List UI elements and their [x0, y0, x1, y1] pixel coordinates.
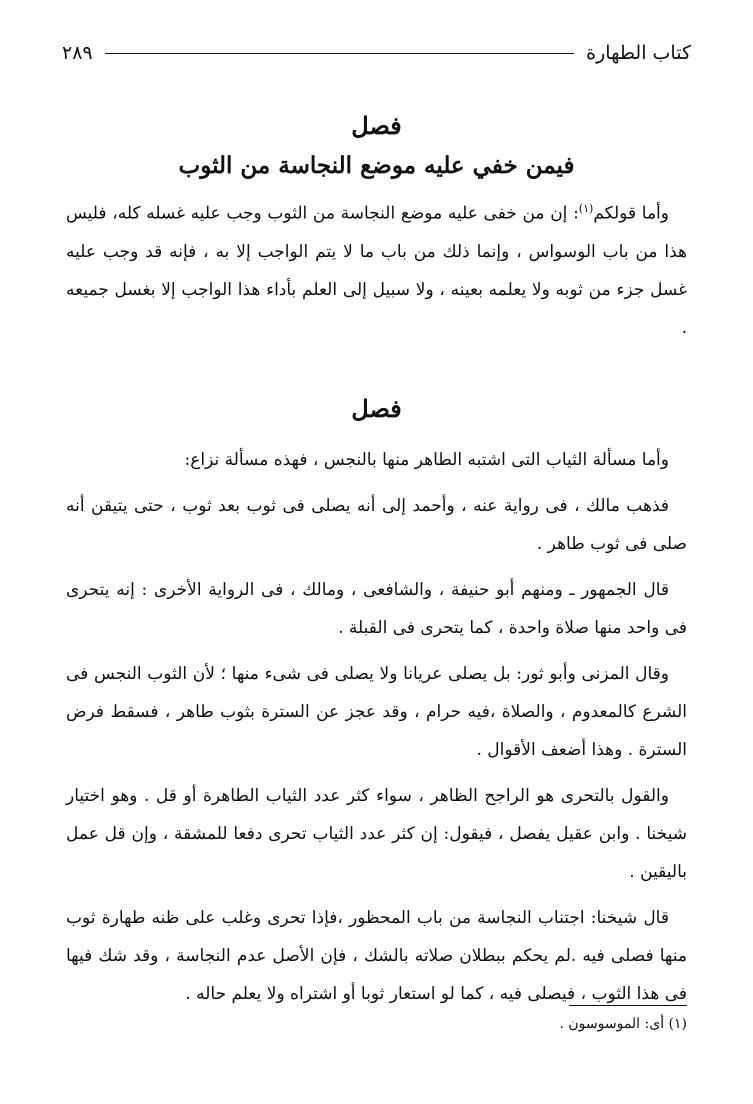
paragraph [66, 190, 687, 347]
paragraph: وقال المزنى وأبو ثور: بل يصلى عريانا ولا يصلى فى شىء منها ؛ لأن الثوب النجس فى الشرع كالمعدوم ، والصلاة ،فيه حرام ، وقد عجز عن السترة بثوب طاهر ، فسقط فرض السترة . وهذا أضعف الأقوال . [66, 663, 687, 760]
footnote-rule [569, 1005, 687, 1006]
running-header [62, 36, 691, 70]
footnote-reference[interactable]: (١) [578, 202, 594, 215]
paragraph: وأما مسألة الثياب التى اشتبه الطاهر منها بالنجس ، فهذه مسألة نزاع: [184, 449, 669, 470]
paragraph: فذهب مالك ، فى رواية عنه ، وأحمد إلى أنه يصلى فى ثوب بعد ثوب ، حتى يتيقن أنه صلى فى ثوب طاهر . [66, 495, 687, 554]
page-body [66, 108, 687, 1013]
section-spacer [66, 347, 687, 391]
paragraph: والقول بالتحرى هو الراجح الظاهر ، سواء كثر عدد الثياب الطاهرة أو قل . وهو اختيار شيخنا . وابن عقيل يفصل ، فيقول: إن كثر عدد الثياب تحرى دفعا للمشقة ، وإن قل عمل باليقين . [66, 785, 687, 882]
header-rule [105, 53, 575, 54]
page-number: ٢٨٩ [62, 42, 93, 64]
paragraph-text-rest: : إن من خفى عليه موضع النجاسة من الثوب وجب عليه غسله كله، فليس هذا من باب الوسواس ، وإنما ذلك من باب ما لا يتم الواجب إلا به ، فإنه قد وجب عليه غسل جزء من ثوبه ولا يعلمه بعينه ، ولا سبيل إلى العلم بأداء هذا الواجب إلا بغسل جميعه . [66, 203, 687, 338]
section-subtitle: فيمن خفي عليه موضع النجاسة من الثوب [178, 152, 575, 179]
paragraph: قال الجمهور ـ ومنهم أبو حنيفة ، والشافعى ، ومالك ، فى الرواية الأخرى : إنه يتحرى فى واحد منها صلاة واحدة ، كما يتحرى فى القبلة . [66, 579, 687, 638]
footnote: (١) أى: الموسوسون . [559, 1016, 687, 1032]
book-title: كتاب الطهارة [586, 42, 691, 64]
paragraph-text-start: وأما قولكم [593, 203, 669, 224]
paragraph: قال شيخنا: اجتناب النجاسة من باب المحظور ،فإذا تحرى وغلب على ظنه طهارة ثوب منها فصلى فيه .لم يحكم ببطلان صلاته بالشك ، فإن الأصل عدم النجاسة ، وقد شك فيها فى هذا الثوب ، فيصلى فيه ، كما لو استعار ثوبا أو اشتراه ولا يعلم حاله . [66, 907, 687, 1004]
section-heading: فصل [351, 111, 402, 140]
heading-spacer [66, 427, 687, 441]
section-heading: فصل [351, 393, 402, 423]
